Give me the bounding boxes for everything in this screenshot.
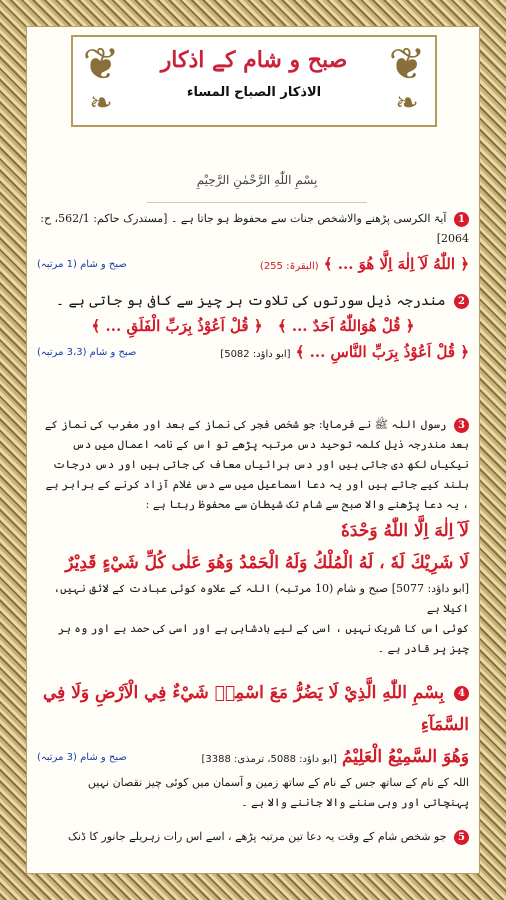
item-number-badge: 3 bbox=[454, 418, 469, 433]
arabic-verse: ﴿ قُلْ اَعُوْذُ بِرَبِّ النَّاسِ ... ﴾ bbox=[295, 343, 469, 361]
page-subtitle: الاذكار الصباح المساء bbox=[186, 85, 322, 100]
item-text: جو شخص شام کے وقت یہ دعا تین مرتبہ پڑھے ، اسے اس رات زہریلے جانور کا ڈنک bbox=[68, 830, 447, 843]
zikr-item-3 bbox=[37, 415, 469, 659]
item-text: رسول اللہ ﷺ نے فرمایا: جو شخص فجر کی نماز کے بعد اور مغرب کی نماز کے بعد مندرجہ ذیل کلمہ توحید دس مرتبہ پڑھے تو اس کے نامہ اعمال میں دس نیکیاں لکھ دی جاتی ہیں اور دس برائیاں معاف کی جاتی ہیں اور دس درجات بلند کیے جاتے ہیں اور یہ دعا اسماعیل میں سے دس غلام آزاد کرنے کے برابر ہے ، یہ دعا پڑھنے والا صبح سے شام تک شیطان سے محفوظ رہتا ہے : bbox=[44, 418, 469, 511]
item-number-badge: 5 bbox=[454, 830, 469, 845]
verse-reference: (البقرۃ: 255) bbox=[259, 261, 319, 272]
item-number-badge: 4 bbox=[454, 686, 469, 701]
hadith-reference: [ابو داؤد: 5082] bbox=[220, 349, 291, 360]
zikr-item-5 bbox=[37, 827, 469, 847]
arabic-verse: ﴿ قُلْ هُوَاللّٰهُ اَحَدٌ ... ﴾ bbox=[277, 317, 415, 335]
item-text: آیۃ الکرسی پڑھنے والاشخص جنات سے محفوظ ہو جاتا ہے ۔ [مستدرک حاکم: 562/1، ح: 2064] bbox=[40, 212, 469, 245]
arabic-verse: لَا شَرِيْكَ لَهٗ ، لَهُ الْمُلْكُ وَلَهُ الْحَمْدُ وَهُوَ عَلٰى كُلِّ شَيْءٍ قَدِيْرٌ bbox=[65, 553, 469, 573]
zikr-item-2 bbox=[37, 289, 469, 365]
ornament-icon: ❦ bbox=[388, 39, 426, 90]
ornament-icon: ❧ bbox=[395, 86, 419, 119]
page-content bbox=[26, 26, 480, 874]
item-text: مندرجہ ذیل سورتوں کی تلاوت ہر چیز سے کافی ہو جاتی ہے ۔ bbox=[55, 293, 446, 309]
translation-line: کوئی اس کا شریک نہیں ، اسی کے لیے بادشاہی ہے اور اسی کی حمد ہے اور وہ ہر چیز پر قادر ہے ۔ bbox=[58, 622, 469, 655]
bismillah-calligraphy: بِسْمِ اللّٰهِ الرَّحْمٰنِ الرَّحِيْمِ bbox=[147, 173, 367, 203]
item-number-badge: 2 bbox=[454, 294, 469, 309]
arabic-verse: بِسْمِ اللّٰهِ الَّذِيْ لَا يَضُرُّ مَعَ اسْمِهٖ شَيْءٌ فِي الْاَرْضِ وَلَا فِي السَّمَآءِ bbox=[43, 683, 469, 735]
translation-line: اللہ کے نام کے ساتھ جس کے نام کے ساتھ زمین و آسمان میں کوئی چیز نقصان نہیں bbox=[87, 776, 469, 789]
translation-line: پہنچاتی اور وہی سننے والا جاننے والا ہے ۔ bbox=[241, 796, 469, 809]
arabic-verse: لَآ اِلٰهَ اِلَّا اللّٰهُ وَحْدَهٗ bbox=[341, 521, 469, 541]
repetition-tag: صبح و شام (1 مرتبہ) bbox=[37, 258, 127, 270]
zikr-item-1 bbox=[37, 209, 469, 277]
item-number-badge: 1 bbox=[454, 212, 469, 227]
title-panel bbox=[71, 35, 437, 127]
ornament-icon: ❧ bbox=[89, 86, 113, 119]
arabic-verse: ﴿ قُلْ اَعُوْذُ بِرَبِّ الْفَلَقِ ... ﴾ bbox=[91, 317, 263, 335]
translation-line: [ابو داؤد: 5077] صبح و شام (10 مرتبہ) اللہ کے علاوہ کوئی عبادت کے لائق نہیں، اکیلا ہے bbox=[53, 582, 469, 615]
repetition-tag: صبح و شام (3 مرتبہ) bbox=[37, 751, 127, 763]
arabic-verse: ﴿ اللّٰهُ لَآ اِلٰهَ اِلَّا هُوَ ... ﴾ bbox=[323, 255, 469, 273]
ornament-icon: ❦ bbox=[82, 39, 120, 90]
hadith-reference: [ابو داؤد: 5088، ترمذی: 3388] bbox=[201, 754, 337, 765]
arabic-verse: وَهُوَ السَّمِيْعُ الْعَلِيْمُ bbox=[341, 747, 469, 767]
repetition-tag: صبح و شام (3،3 مرتبہ) bbox=[37, 346, 137, 358]
zikr-item-4 bbox=[37, 677, 469, 813]
page-title: صبح و شام کے اذکار bbox=[160, 47, 348, 73]
